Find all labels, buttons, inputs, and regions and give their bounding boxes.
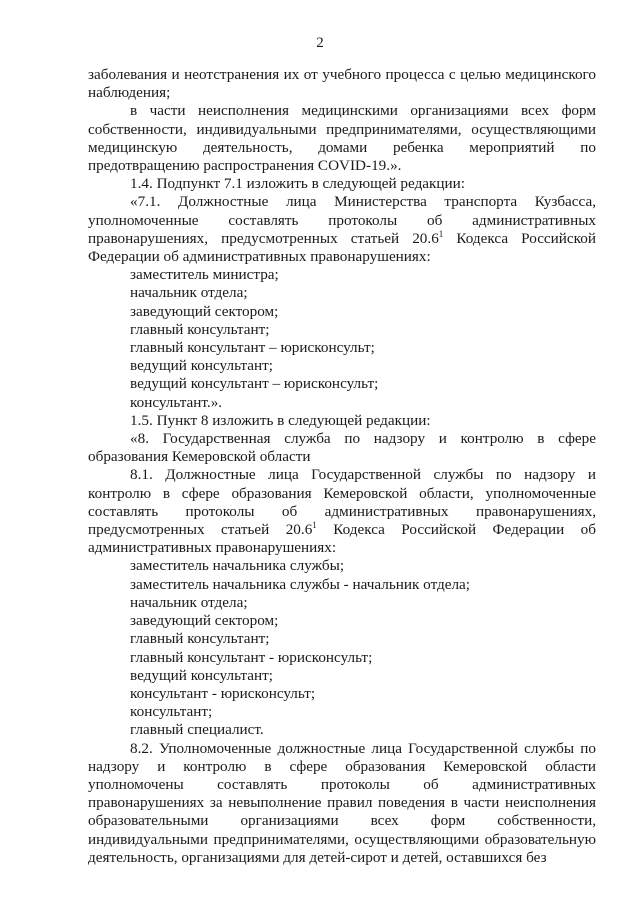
paragraph-8-1-text: 8.1. Должностные лица Государственной службы по надзору и контролю в сфере образования Кемеровской области, уполномоченные составлять протоколы об административных правонарушениях, предусмотренных статьей 20.6: [88, 466, 596, 539]
list-item: заведующий сектором;: [130, 612, 279, 630]
list-item: заместитель начальника службы - начальник отдела;: [130, 575, 471, 593]
list-item: главный консультант;: [130, 630, 270, 648]
paragraph-7-1-text: «7.1. Должностные лица Министерства транспорта Кузбасса, уполномоченные составлять протоколы об административных правонарушениях, предусмотренных статьей 20.6: [88, 193, 596, 247]
document-body: [88, 66, 596, 867]
list-item: главный консультант - юрисконсульт;: [130, 648, 373, 666]
list-item: главный специалист.: [130, 721, 264, 739]
list-item: главный консультант – юрисконсульт;: [130, 339, 375, 357]
list-item: главный консультант;: [130, 320, 270, 338]
list-item: начальник отдела;: [130, 284, 248, 302]
paragraph-8-2: 8.2. Уполномоченные должностные лица Государственной службы по надзору и контролю в сфере образования Кемеровской области уполномочены составлять протоколы об административных правонарушениях за невыполнение правил поведения в части неисполнения образовательными организациями всех форм собственности, индивидуальными предпринимателями, осуществляющими образовательную деятельность, организациями для детей-сирот и детей, оставшихся без: [88, 739, 596, 866]
list-item: заместитель начальника службы;: [130, 557, 345, 575]
paragraph-1-4: 1.4. Подпункт 7.1 изложить в следующей редакции:: [130, 175, 466, 193]
paragraph-continuation: заболевания и неотстранения их от учебного процесса с целью медицинского наблюдения;: [88, 66, 596, 102]
list-item: заведующий сектором;: [130, 302, 279, 320]
paragraph-8-1: [88, 466, 596, 557]
paragraph-8-heading: «8. Государственная служба по надзору и контролю в сфере образования Кемеровской области: [88, 430, 596, 466]
paragraph-7-1-text-end: Кодекса Российской Федерации об административных правонарушениях:: [88, 229, 596, 266]
superscript-1: 1: [312, 520, 317, 531]
paragraph-medical-organizations: в части неисполнения медицинскими организациями всех форм собственности, индивидуальными предпринимателями, осуществляющими медицинскую деятельность, домами ребенка мероприятий по предотвращению распространения COVID-19.».: [88, 102, 596, 175]
paragraph-8-1-text-end: Кодекса Российской Федерации об административных правонарушениях:: [88, 521, 597, 557]
list-item: ведущий консультант;: [130, 357, 273, 375]
list-item: консультант;: [130, 703, 213, 721]
page-number: 2: [316, 35, 324, 51]
list-item: ведущий консультант;: [130, 666, 273, 684]
list-item: заместитель министра;: [130, 266, 279, 284]
list-item: начальник отдела;: [130, 593, 248, 611]
paragraph-1-5: 1.5. Пункт 8 изложить в следующей редакции:: [130, 411, 431, 429]
list-item: консультант.».: [130, 393, 223, 411]
paragraph-7-1: [88, 193, 596, 266]
list-item: консультант - юрисконсульт;: [130, 684, 316, 702]
list-item: ведущий консультант – юрисконсульт;: [130, 375, 379, 393]
superscript-1: 1: [438, 228, 444, 239]
